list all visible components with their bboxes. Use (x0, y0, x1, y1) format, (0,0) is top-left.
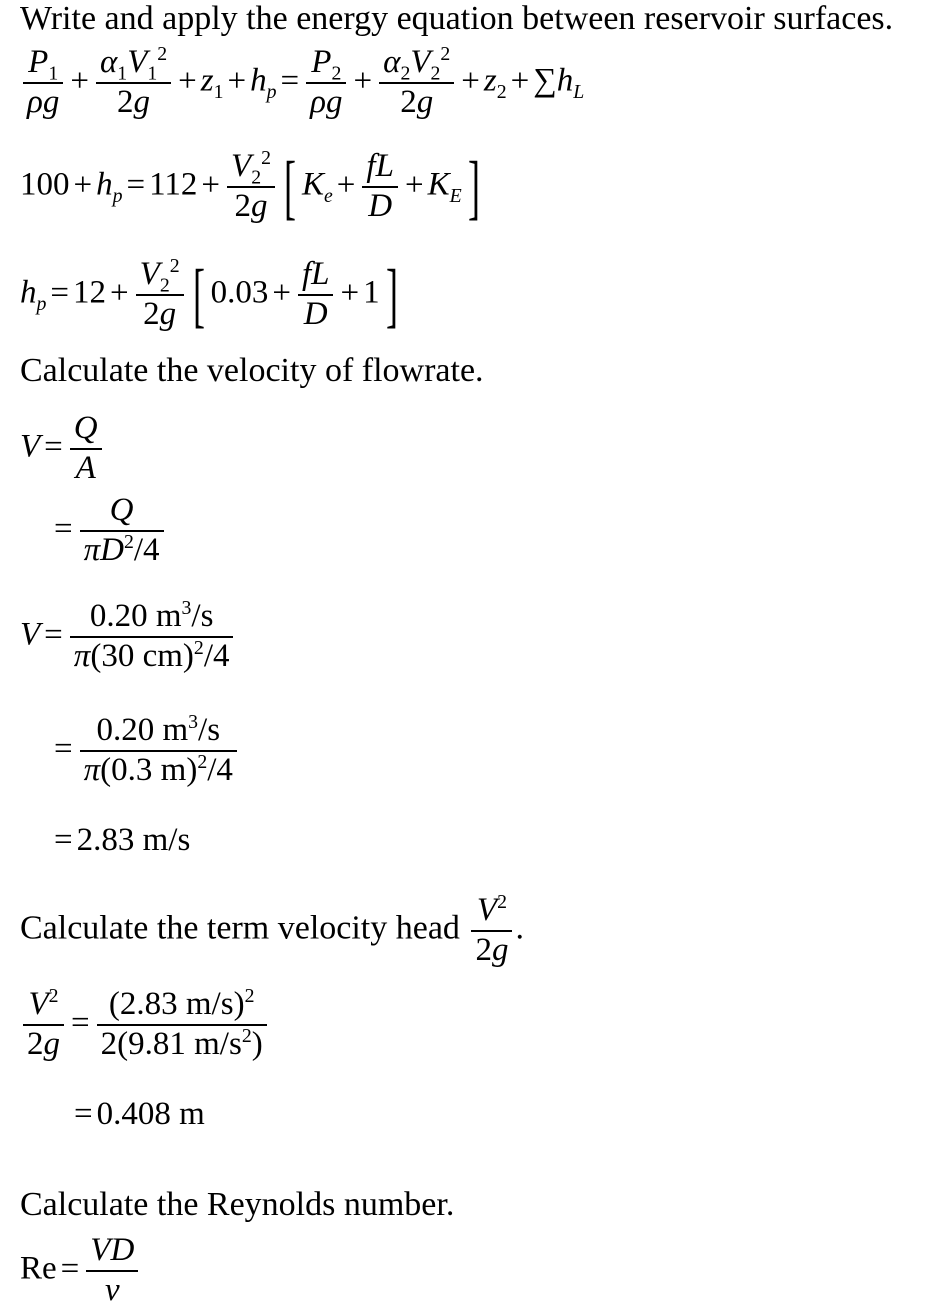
energy-substituted: $100 + h_p = 112$ + $\frac{V_2^2}{2g}$ [ $K_e$ + $\frac{fL}{D}$ + $K_E$] (20, 146, 480, 227)
instruction-velocity: Calculate the velocity of flowrate. (20, 352, 484, 389)
instruction-velocity-head-text: Calculate the term velocity head (20, 909, 460, 947)
velocity-substituted-cm: V = $\frac{0.20 m^3/s}{\pi(30 cm)^2/4}$ (20, 598, 236, 676)
velocity-result: = 2.83 m/s (54, 822, 191, 858)
energy-equation: $\frac{P_1}{\rho g}$ + $\frac{\alpha_1V_1^2}{2g}$ + $z_1 + h_p$ = $\frac{P_2}{\rho g}$ + $\frac{\alpha_2V_2^2}{2g}$ + $z_2 + \sum h_L$ (20, 44, 584, 122)
diameter-cm: 30 cm (101, 637, 183, 674)
value-112: 112 (149, 166, 198, 203)
velocity-definition: V = $\frac{Q}{A}$ (20, 410, 105, 488)
diameter-m: 0.3 m (111, 751, 187, 788)
instruction-energy: Write and apply the energy equation between reservoir surfaces. (20, 0, 894, 37)
instruction-velocity-head: Calculate the term velocity head $\frac{V^2}{2g}$ . (20, 891, 524, 968)
velocity-value: 2.83 m/s (76, 822, 191, 858)
velocity-value-2: 2.83 m/s (119, 986, 234, 1022)
flowrate-value-2: 0.20 m (96, 712, 189, 748)
pump-head-equation: $h_p = 12$ + $\frac{V_2^2}{2g}$ [ 0.03 + $\frac{fL}{D}$ + 1] (20, 254, 398, 335)
value-one: 1 (363, 274, 380, 311)
velocity-substituted-m: = $\frac{0.20 m^3/s}{\pi(0.3 m)^2/4}$ (50, 712, 240, 790)
instruction-reynolds: Calculate the Reynolds number. (20, 1186, 455, 1223)
flowrate-value: 0.20 m (89, 598, 182, 634)
value-12: 12 (73, 274, 107, 311)
velocity-head-calc: $\frac{V^2}{2g}$ = $\frac{(2.83 m/s)^2}{2(9.81 m/s^2)}$ (20, 986, 270, 1064)
reynolds-definition: Re = $\frac{VD}{\nu}$ (20, 1232, 141, 1310)
value-100: 100 (20, 166, 70, 203)
value-ke: 0.03 (210, 274, 269, 311)
gravity-value: 9.81 m/s (128, 1025, 242, 1062)
velocity-area: = $\frac{Q}{\pi D^2/4}$ (50, 492, 167, 570)
velocity-head-result: = 0.408 m (74, 1096, 205, 1132)
velocity-head-value: 0.408 m (96, 1096, 205, 1132)
